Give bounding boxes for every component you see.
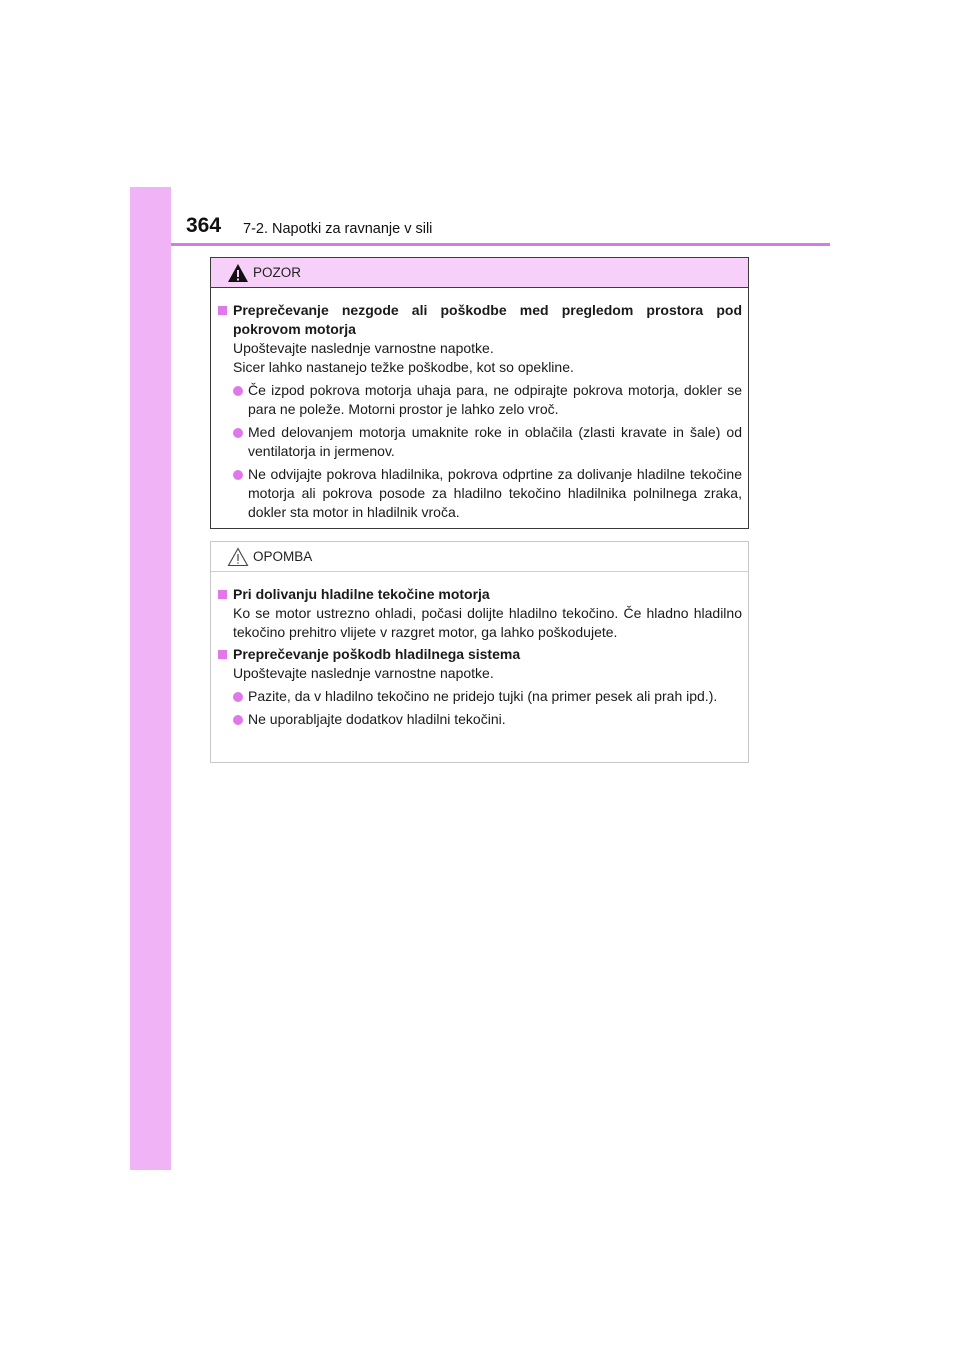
warning-outline-icon	[227, 547, 249, 567]
square-bullet-icon	[218, 650, 227, 659]
section-title: 7-2. Napotki za ravnanje v sili	[243, 221, 433, 237]
list-item	[218, 423, 742, 461]
round-bullet-icon	[233, 715, 243, 725]
round-bullet-icon	[233, 470, 243, 480]
list-item-text: Pazite, da v hladilno tekočino ne pridejo tujki (na primer pesek ali prah ipd.).	[248, 688, 718, 704]
caution-heading-text: Preprečevanje nezgode ali poškodbe med pregledom prostora pod pokrovom motorja	[233, 302, 742, 337]
caution-label: POZOR	[253, 265, 302, 280]
list-item	[218, 465, 742, 522]
notice-heading-1	[218, 585, 742, 604]
caution-intro-1: Upoštevajte naslednje varnostne napotke.	[233, 340, 494, 356]
caution-heading	[218, 301, 742, 339]
list-item-text: Če izpod pokrova motorja uhaja para, ne odpirajte pokrova motorja, dokler se para ne poleže. Motorni prostor je lahko zelo vroč.	[248, 382, 742, 417]
page-number: 364	[186, 214, 222, 237]
caution-box	[210, 257, 749, 529]
list-item-text: Med delovanjem motorja umaknite roke in oblačila (zlasti kravate in šale) od ventilatorja in jermenov.	[248, 424, 742, 459]
notice-heading-1-text: Pri dolivanju hladilne tekočine motorja	[233, 586, 490, 602]
list-item	[218, 687, 742, 706]
square-bullet-icon	[218, 590, 227, 599]
round-bullet-icon	[233, 428, 243, 438]
notice-text-1: Ko se motor ustrezno ohladi, počasi dolijte hladilno tekočino. Če hladno hladilno tekočino prehitro vlijete v razgret motor, ga lahko poškodujete.	[233, 605, 742, 640]
header-divider	[171, 243, 830, 246]
notice-box-header	[211, 542, 748, 572]
notice-box	[210, 541, 749, 763]
caution-box-body	[211, 288, 748, 522]
square-bullet-icon	[218, 306, 227, 315]
caution-intro-2: Sicer lahko nastanejo težke poškodbe, kot so opekline.	[233, 359, 574, 375]
caution-box-header	[211, 258, 748, 288]
notice-heading-2	[218, 645, 742, 664]
chapter-side-strip	[130, 187, 171, 1170]
list-item	[218, 710, 742, 729]
list-item-text: Ne odvijajte pokrova hladilnika, pokrova odprtine za dolivanje hladilne tekočine motorja ali pokrova posode za hladilno tekočino hladilnika polnilnega zraka, dokler sta motor in hladilnik vroča.	[248, 466, 742, 520]
notice-label: OPOMBA	[253, 549, 313, 564]
notice-box-body	[211, 572, 748, 729]
list-item-text: Ne uporabljajte dodatkov hladilni tekočini.	[248, 711, 506, 727]
round-bullet-icon	[233, 692, 243, 702]
warning-filled-icon	[227, 263, 249, 283]
notice-heading-2-text: Preprečevanje poškodb hladilnega sistema	[233, 646, 521, 662]
notice-text-2: Upoštevajte naslednje varnostne napotke.	[233, 665, 494, 681]
list-item	[218, 381, 742, 419]
round-bullet-icon	[233, 386, 243, 396]
